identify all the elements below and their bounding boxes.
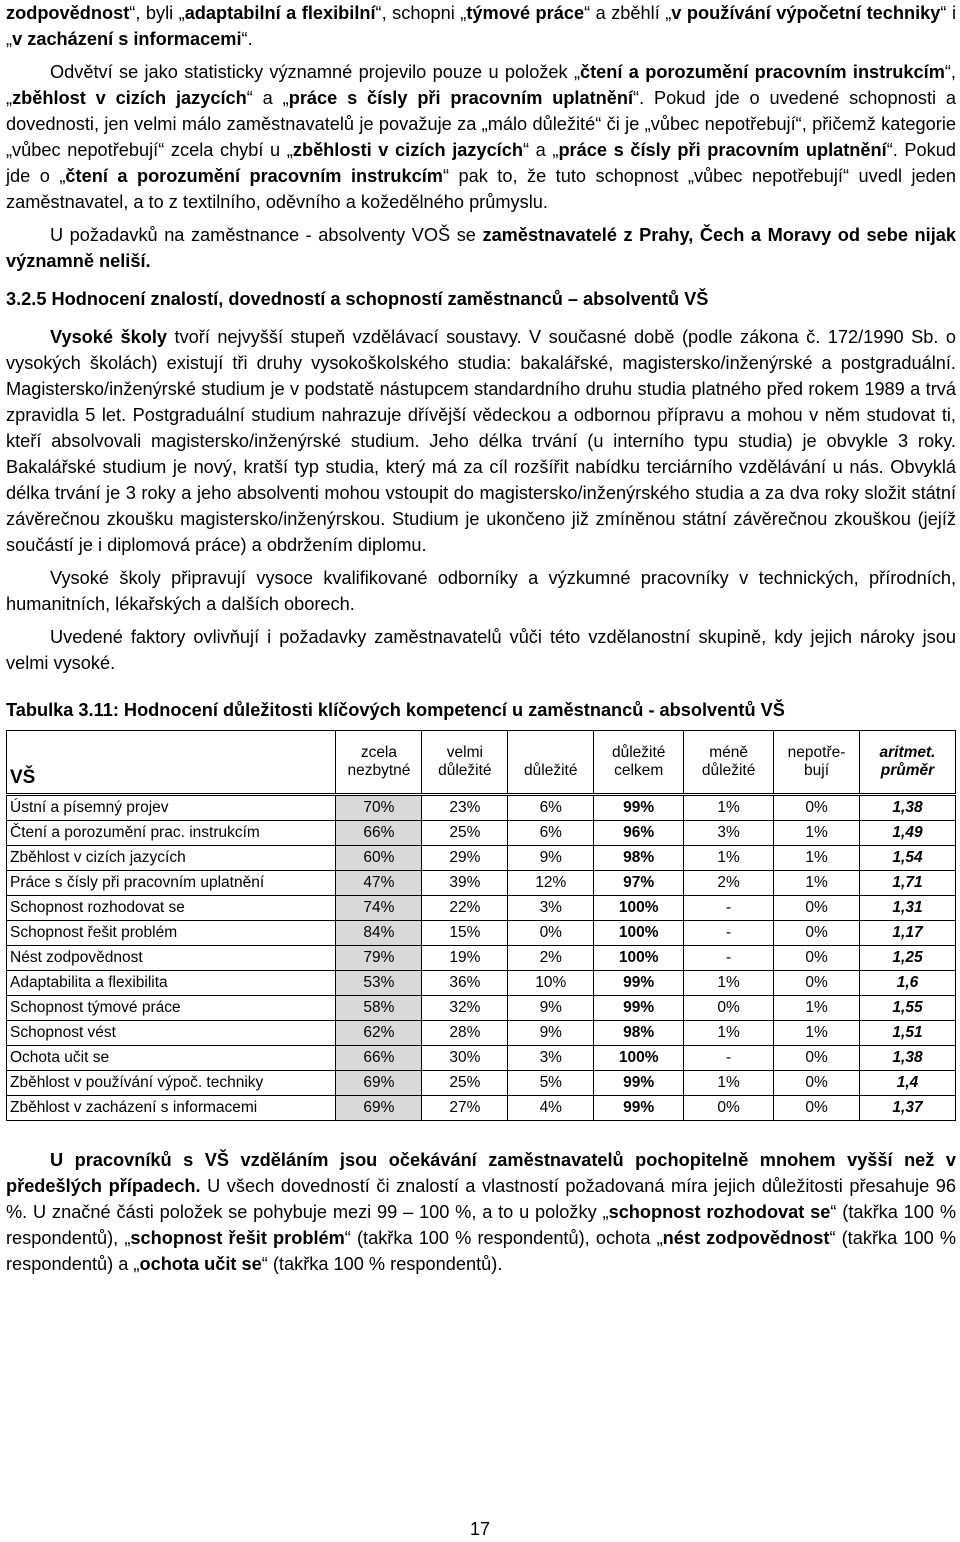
bold-text: zodpovědnost (6, 3, 130, 23)
table-cell: 9% (508, 996, 594, 1021)
row-label: Zběhlost v cizích jazycích (7, 846, 336, 871)
text-run: “ i „ (6, 3, 956, 49)
header-line: velmi (446, 744, 483, 761)
table-cell: 1,49 (860, 821, 956, 846)
table-cell: 0% (774, 1096, 860, 1121)
text-run: “. Pokud jde o „ (6, 140, 956, 186)
table-body (7, 795, 956, 1121)
column-header (594, 731, 684, 795)
row-label: Zběhlost v používání výpoč. techniky (7, 1071, 336, 1096)
bold-text: zběhlosti v cizích jazycích (292, 140, 523, 160)
header-line: průměr (880, 762, 935, 779)
table-cell: 10% (508, 971, 594, 996)
paragraph-industry (6, 59, 956, 215)
bold-text: ochota učit se (139, 1254, 262, 1274)
table-cell: 2% (684, 871, 774, 896)
table-cell: 58% (336, 996, 422, 1021)
table-cell: 69% (336, 1096, 422, 1121)
text-run: “, byli „ (129, 3, 185, 23)
text-run: “. (241, 29, 253, 49)
table-cell: 1% (774, 871, 860, 896)
header-line: důležité (438, 762, 492, 779)
table-cell: 1,51 (860, 1021, 956, 1046)
table-header-row (7, 731, 956, 795)
text-run: “ a „ (522, 140, 559, 160)
table-row (7, 1071, 956, 1096)
table-cell: 1% (684, 846, 774, 871)
table-cell: 12% (508, 871, 594, 896)
table-cell: 84% (336, 921, 422, 946)
table-cell: 4% (508, 1096, 594, 1121)
bold-text: čtení a porozumění pracovním instrukcím (65, 166, 443, 186)
section-heading: 3.2.5 Hodnocení znalostí, dovedností a schopností zaměstnanců – absolventů VŠ (6, 289, 709, 309)
table-cell: 0% (774, 946, 860, 971)
text-run: “ (takřka 100 % respondentů). (261, 1254, 503, 1274)
column-header (774, 731, 860, 795)
text-run: “ (takřka 100 % respondentů), ochota „ (344, 1228, 663, 1248)
bold-text: zběhlost v cizích jazycích (12, 88, 247, 108)
text-run: “ pak to, že tuto schopnost „vůbec nepotřebují“ uvedl jeden zaměstnavatel, a to z textilního, oděvního a kožedělného průmyslu. (6, 166, 956, 212)
table-row (7, 896, 956, 921)
table-row (7, 946, 956, 971)
table-cell: 98% (594, 846, 684, 871)
table-row (7, 821, 956, 846)
table-cell: 0% (684, 996, 774, 1021)
table-cell: 3% (508, 896, 594, 921)
table-cell: 1,71 (860, 871, 956, 896)
table-cell: 99% (594, 1096, 684, 1121)
table-cell: 0% (508, 921, 594, 946)
bold-text: Vysoké školy (50, 327, 168, 347)
paragraph-factors: Uvedené faktory ovlivňují i požadavky zaměstnavatelů vůči této vzdělanostní skupině, kdy jejich nároky jsou velmi vysoké. (6, 627, 956, 673)
table-cell: - (684, 946, 774, 971)
text-run: “, „ (6, 62, 956, 108)
table-cell: 1,38 (860, 795, 956, 821)
table-cell: 19% (422, 946, 508, 971)
text-run: “ (takřka 100 % respondentů), „ (6, 1202, 956, 1248)
header-line: aritmet. (879, 744, 936, 761)
header-line: celkem (614, 762, 664, 779)
paragraph-top (6, 0, 956, 52)
header-line: důležité (701, 762, 756, 779)
table-cell: 100% (594, 921, 684, 946)
text-run: „ (665, 3, 672, 23)
table-cell: 1,37 (860, 1096, 956, 1121)
table-row (7, 1096, 956, 1121)
table-cell: 1% (684, 795, 774, 821)
table-cell: 53% (336, 971, 422, 996)
bold-text: schopnost rozhodovat se (608, 1202, 831, 1222)
paragraph-experts: Vysoké školy připravují vysoce kvalifikované odborníky a výzkumné pracovníky v technických, přírodních, humanitních, lékařských a dalších oborech. (6, 568, 956, 614)
bold-text: nést zodpovědnost (662, 1228, 830, 1248)
header-line: bují (804, 762, 830, 779)
table-cell: 3% (508, 1046, 594, 1071)
table-cell: 9% (508, 846, 594, 871)
table-row (7, 795, 956, 821)
table-cell: 30% (422, 1046, 508, 1071)
text-run: U všech dovedností či znalostí a vlastností požadovaná míra jejich důležitosti přesahuje 96 %. U značné části položek se pohybuje mezi 99 – 100 %, a to u položky „ (6, 1176, 956, 1222)
table-cell: 66% (336, 821, 422, 846)
table-cell: 27% (422, 1096, 508, 1121)
table-cell: 2% (508, 946, 594, 971)
header-line: důležité (611, 744, 666, 761)
table-cell: 23% (422, 795, 508, 821)
table-cell: 79% (336, 946, 422, 971)
row-label: Adaptabilita a flexibilita (7, 971, 336, 996)
row-label: Zběhlost v zacházení s informacemi (7, 1096, 336, 1121)
table-cell: 28% (422, 1021, 508, 1046)
table-corner-label: VŠ (7, 731, 336, 795)
table-cell: 66% (336, 1046, 422, 1071)
table-row (7, 1021, 956, 1046)
column-header (684, 731, 774, 795)
table-cell: 0% (774, 971, 860, 996)
table-row (7, 846, 956, 871)
column-header (508, 731, 594, 795)
table-cell: 1% (774, 821, 860, 846)
text-run: tvoří nejvyšší stupeň vzdělávací soustavy. V současné době (podle zákona č. 172/1990 Sb. o vysokých školách) existují tři druhy vysokoškolského studia: bakalářské, magistersko/inženýrské a postgraduální. Magistersko/inženýrské studium je v podstatě nástupcem standardního druhu studia platného před rokem 1989 a trvá zpravidla 5 let. Postgraduální studium nahrazuje dřívější vědeckou a odbornou přípravu a mohou v něm studovat ti, kteří absolvovali magistersko/inženýrské studium. Jeho délka trvání (u interního typu studia) je obvykle 3 roky. Bakalářské studium je nový, kratší typ studia, který má za cíl rozšířit nabídku terciárního vzdělávání u nás. Obvyklá délka trvání je 3 roky a jeho absolventi mohou vstoupit do magistersko/inženýrského studia a za dva roky složit státní závěrečnou zkoušku magistersko/inženýrskou. Studium je ukončeno již zmíněnou státní závěrečnou zkouškou (jejíž součástí je i diplomová práce) a obdržením diplomu. (6, 327, 956, 555)
table-cell: 47% (336, 871, 422, 896)
bold-text: adaptabilní a flexibilní (184, 3, 376, 23)
table-cell: 0% (774, 896, 860, 921)
table-cell: - (684, 896, 774, 921)
table-row (7, 921, 956, 946)
table-cell: 99% (594, 1071, 684, 1096)
table-cell: 25% (422, 1071, 508, 1096)
row-label: Čtení a porozumění prac. instrukcím (7, 821, 336, 846)
table-cell: 99% (594, 971, 684, 996)
bold-text: práce s čísly při pracovním uplatnění (288, 88, 634, 108)
table-row (7, 871, 956, 896)
table-cell: 1,31 (860, 896, 956, 921)
table-row (7, 1046, 956, 1071)
text-run: “, schopni „ (375, 3, 467, 23)
table-cell: 1% (684, 971, 774, 996)
table-cell: 6% (508, 821, 594, 846)
table-cell: 70% (336, 795, 422, 821)
table-cell: 100% (594, 896, 684, 921)
table-cell: 25% (422, 821, 508, 846)
row-label: Práce s čísly při pracovním uplatnění (7, 871, 336, 896)
table-cell: 1% (774, 846, 860, 871)
table-cell: 1% (774, 996, 860, 1021)
table-cell: 0% (774, 1046, 860, 1071)
table-cell: 100% (594, 1046, 684, 1071)
table-cell: 1% (684, 1071, 774, 1096)
table-cell: 3% (684, 821, 774, 846)
table-cell: 5% (508, 1071, 594, 1096)
page-number: 17 (469, 1519, 491, 1539)
table-cell: 99% (594, 996, 684, 1021)
table-cell: - (684, 1046, 774, 1071)
table-cell: 74% (336, 896, 422, 921)
competence-table (6, 730, 956, 1121)
table-cell: 32% (422, 996, 508, 1021)
text-run: “ (takřka 100 % respondentů) a „ (6, 1228, 956, 1274)
table-caption: Tabulka 3.11: Hodnocení důležitosti klíčových kompetencí u zaměstnanců - absolventů VŠ (6, 700, 785, 720)
table-cell: 0% (684, 1096, 774, 1121)
text-run: “ a „ (246, 88, 289, 108)
table-cell: 1,25 (860, 946, 956, 971)
row-label: Nést zodpovědnost (7, 946, 336, 971)
header-line: důležité (524, 762, 578, 779)
table-cell: 96% (594, 821, 684, 846)
table-cell: 29% (422, 846, 508, 871)
bold-text: schopnost řešit problém (130, 1228, 345, 1248)
header-line: zcela (360, 744, 397, 761)
bold-text: čtení a porozumění pracovním instrukcím (580, 62, 945, 82)
table-cell: 97% (594, 871, 684, 896)
bold-text: práce s čísly při pracovním uplatnění (558, 140, 887, 160)
header-line: nezbytné (347, 762, 411, 779)
table-cell: 1,6 (860, 971, 956, 996)
table-cell: - (684, 921, 774, 946)
table-cell: 39% (422, 871, 508, 896)
table-cell: 100% (594, 946, 684, 971)
table-row (7, 996, 956, 1021)
row-label: Schopnost řešit problém (7, 921, 336, 946)
table-cell: 69% (336, 1071, 422, 1096)
text-run: “. Pokud jde o uvedené schopnosti a dovednosti, jen velmi málo zaměstnavatelů je považuje za „málo důležité“ či je „vůbec nepotřebují“, přičemž kategorie „vůbec nepotřebují“ zcela chybí u „ (6, 88, 956, 160)
table-cell: 36% (422, 971, 508, 996)
table-cell: 99% (594, 795, 684, 821)
table-cell: 98% (594, 1021, 684, 1046)
text-run: Odvětví se jako statisticky významné projevilo pouze u položek „ (50, 62, 580, 82)
row-label: Ústní a písemný projev (7, 795, 336, 821)
document-page (6, 0, 956, 1277)
text-run: “ a zběhlí (584, 3, 660, 23)
bold-text: zaměstnavatelé z Prahy, Čech a Moravy od sebe nijak významně neliší. (6, 225, 956, 271)
table-cell: 0% (774, 795, 860, 821)
bold-text: U pracovníků s VŠ vzděláním jsou očekávání zaměstnavatelů pochopitelně mnohem vyšší než v předešlých případech. (6, 1150, 956, 1196)
table-cell: 9% (508, 1021, 594, 1046)
table-cell: 15% (422, 921, 508, 946)
table-cell: 60% (336, 846, 422, 871)
table-cell: 6% (508, 795, 594, 821)
table-cell: 62% (336, 1021, 422, 1046)
table-cell: 1,4 (860, 1071, 956, 1096)
table-cell: 1,55 (860, 996, 956, 1021)
column-header (422, 731, 508, 795)
column-header (860, 731, 956, 795)
column-header (336, 731, 422, 795)
header-line: méně (709, 744, 748, 761)
header-line: nepotře- (787, 744, 846, 761)
table-row (7, 971, 956, 996)
bold-text: týmové práce (466, 3, 585, 23)
row-label: Schopnost vést (7, 1021, 336, 1046)
table-cell: 1,17 (860, 921, 956, 946)
row-label: Schopnost týmové práce (7, 996, 336, 1021)
table-cell: 22% (422, 896, 508, 921)
row-label: Schopnost rozhodovat se (7, 896, 336, 921)
table-cell: 0% (774, 1071, 860, 1096)
table-cell: 1% (774, 1021, 860, 1046)
table-cell: 1% (684, 1021, 774, 1046)
text-run: U požadavků na zaměstnance - absolventy VOŠ se (50, 225, 483, 245)
bold-text: v zacházení s informacemi (12, 29, 242, 49)
bold-text: v používání výpočetní techniky (671, 3, 941, 23)
table-cell: 1,38 (860, 1046, 956, 1071)
paragraph-regions (6, 222, 956, 274)
row-label: Ochota učit se (7, 1046, 336, 1071)
paragraph-conclusion (6, 1147, 956, 1277)
table-cell: 0% (774, 921, 860, 946)
table-cell: 1,54 (860, 846, 956, 871)
paragraph-universities (6, 324, 956, 558)
